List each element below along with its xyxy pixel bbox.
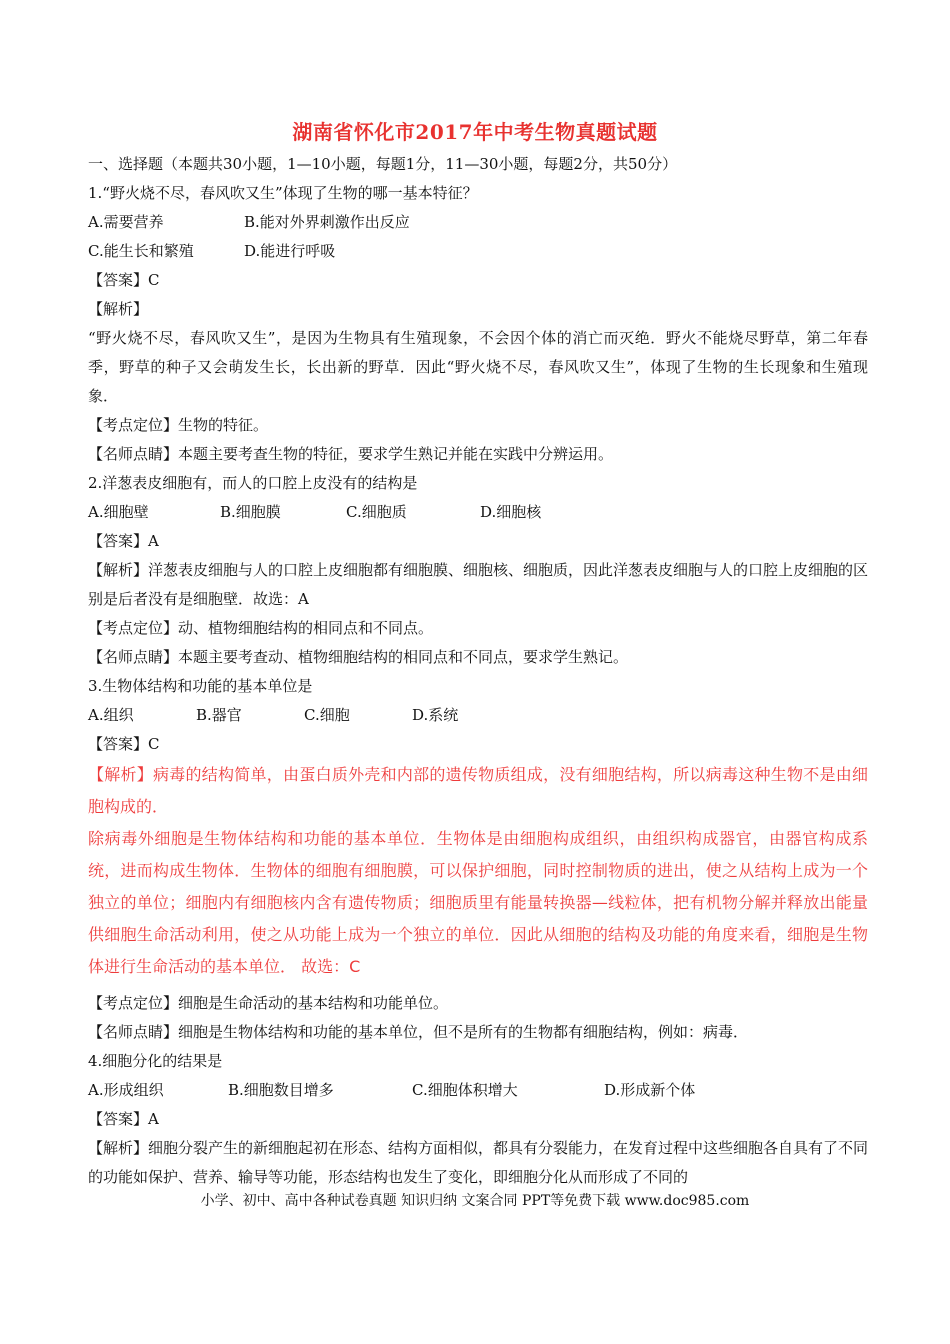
question-3-option-b: B.器官 xyxy=(196,706,242,724)
question-1-stem: 1.“野火烧不尽，春风吹又生”体现了生物的哪一基本特征？ xyxy=(88,184,478,202)
question-3-tip: 【名师点睛】细胞是生物体结构和功能的基本单位，但不是所有的生物都有细胞结构，例如：病毒． xyxy=(88,1023,749,1041)
question-2-option-a: A.细胞壁 xyxy=(88,503,149,521)
question-1-option-c: C.能生长和繁殖 xyxy=(88,242,194,260)
question-1-option-d: D.能进行呼吸 xyxy=(244,242,336,260)
question-4-stem: 4.细胞分化的结果是 xyxy=(88,1052,223,1070)
question-3-option-c: C.细胞 xyxy=(304,706,350,724)
question-4-option-c: C.细胞体积增大 xyxy=(412,1081,518,1099)
page-footer: 小学、初中、高中各种试卷真题 知识归纳 文案合同 PPT等免费下载 www.doc985.com xyxy=(200,1193,750,1209)
question-4-option-d: D.形成新个体 xyxy=(604,1081,696,1099)
question-4-option-b: B.细胞数目增多 xyxy=(228,1081,334,1099)
question-2-tip: 【名师点睛】本题主要考查动、植物细胞结构的相同点和不同点，要求学生熟记。 xyxy=(88,648,629,666)
question-3-analysis-paragraph-2: 除病毒外细胞是生物体结构和功能的基本单位．生物体是由细胞构成组织，由组织构成器官，由器官构成系统，进而构成生物体．生物体的细胞有细胞膜，可以保护细胞，同时控制物质的进出，使之从结构上成为一个独立的单位；细胞内有细胞核内含有遗传物质；细胞质里有能量转换器—线粒体，把有机物分解并释放出能量供细胞生命活动利用，使之从功能上成为一个独立的单位．因此从细胞的结构及功能的角度来看，细胞是生物体进行生命活动的基本单位． 故选：C xyxy=(88,829,868,976)
question-4-analysis: 【解析】细胞分裂产生的新细胞起初在形态、结构方面相似，都具有分裂能力，在发育过程中这些细胞各自具有了不同的功能如保护、营养、输导等功能，形态结构也发生了变化，即细胞分化从而形成了不同的 xyxy=(88,1139,869,1186)
question-3-option-a: A.组织 xyxy=(88,706,134,724)
question-2-point: 【考点定位】动、植物细胞结构的相同点和不同点。 xyxy=(88,619,434,637)
question-2-option-c: C.细胞质 xyxy=(346,503,407,521)
question-4-options xyxy=(88,1076,868,1105)
question-1-option-b: B.能对外界刺激作出反应 xyxy=(244,213,410,231)
question-1-options-row-2 xyxy=(88,237,868,266)
section-heading: 一、选择题（本题共30小题，1—10小题，每题1分，11—30小题，每题2分，共50分） xyxy=(88,155,678,173)
question-1-tip: 【名师点睛】本题主要考查生物的特征，要求学生熟记并能在实践中分辨运用。 xyxy=(88,445,614,463)
question-3-point: 【考点定位】细胞是生命活动的基本结构和功能单位。 xyxy=(88,994,449,1012)
question-1-options-row-1 xyxy=(88,208,868,237)
question-2-option-d: D.细胞核 xyxy=(480,503,542,521)
question-1-point: 【考点定位】生物的特征。 xyxy=(88,416,269,434)
question-3-option-d: D.系统 xyxy=(412,706,459,724)
document-title: 湖南省怀化市2017年中考生物真题试题 xyxy=(292,120,658,144)
question-2-option-b: B.细胞膜 xyxy=(220,503,281,521)
question-2-analysis: 【解析】洋葱表皮细胞与人的口腔上皮细胞都有细胞膜、细胞核、细胞质，因此洋葱表皮细胞与人的口腔上皮细胞的区别是后者没有是细胞壁．故选：A xyxy=(88,561,869,608)
question-2-stem: 2.洋葱表皮细胞有，而人的口腔上皮没有的结构是 xyxy=(88,474,418,492)
question-1-answer: 【答案】C xyxy=(88,271,160,289)
question-2-answer: 【答案】A xyxy=(88,532,159,550)
question-3-options xyxy=(88,701,868,730)
question-4-option-a: A.形成组织 xyxy=(88,1081,164,1099)
question-3-stem: 3.生物体结构和功能的基本单位是 xyxy=(88,677,313,695)
question-3-answer: 【答案】C xyxy=(88,735,160,753)
question-4-answer: 【答案】A xyxy=(88,1110,159,1128)
question-3-analysis-paragraph-1: 【解析】病毒的结构简单，由蛋白质外壳和内部的遗传物质组成，没有细胞结构，所以病毒这种生物不是由细胞构成的． xyxy=(88,765,868,816)
question-1-option-a: A.需要营养 xyxy=(88,213,164,231)
question-2-options xyxy=(88,498,868,527)
question-1-analysis: “野火烧不尽，春风吹又生”，是因为生物具有生殖现象，不会因个体的消亡而灭绝．野火不能烧尽野草，第二年春季，野草的种子又会萌发生长，长出新的野草．因此“野火烧不尽，春风吹又生”，体现了生物的生长现象和生殖现象． xyxy=(88,329,868,405)
question-1-analysis-label: 【解析】 xyxy=(88,300,149,318)
document-body xyxy=(88,150,868,1192)
